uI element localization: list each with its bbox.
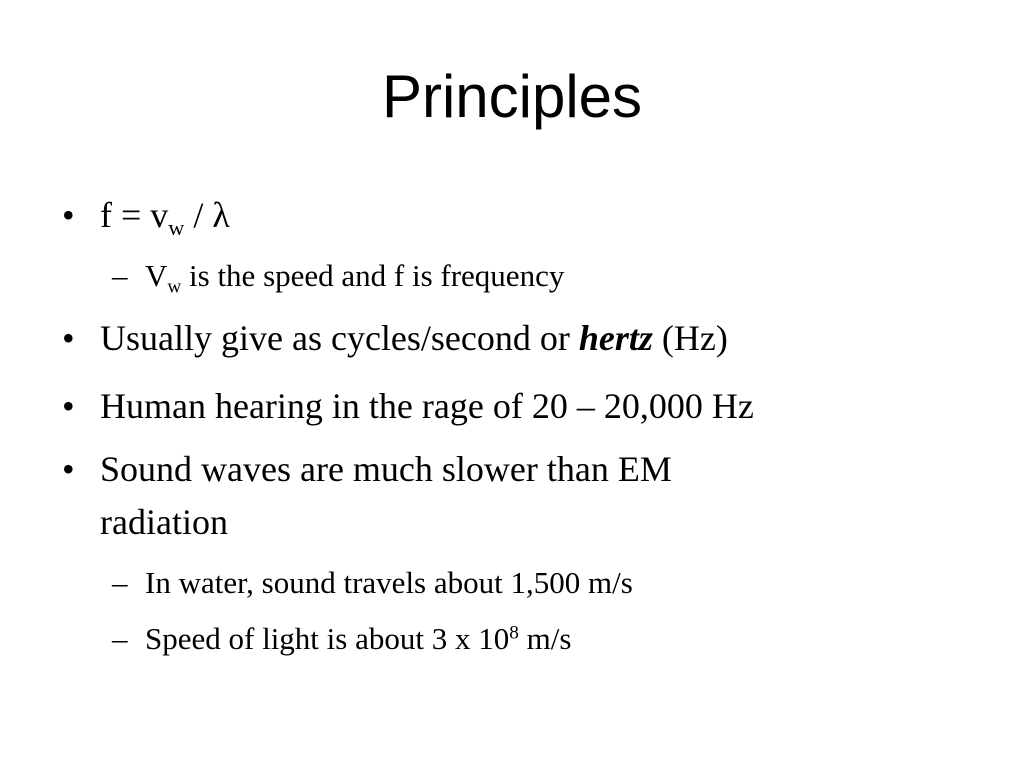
light-speed-pre: Speed of light is about 3 x 10	[145, 621, 510, 656]
dash-marker: –	[112, 621, 128, 656]
vw-description: is the speed and f is frequency	[181, 258, 565, 293]
vw-subscript: w	[167, 276, 182, 298]
sound-waves-line2: radiation	[100, 502, 228, 542]
dash-marker: –	[112, 565, 128, 600]
formula-subscript-w: w	[168, 214, 185, 240]
hertz-pre: Usually give as cycles/second or	[100, 318, 579, 358]
light-speed-post: m/s	[518, 621, 572, 656]
formula-f-equals-v: f = v	[100, 195, 169, 235]
vw-letter: V	[145, 258, 168, 293]
bullet-marker: •	[62, 386, 75, 426]
bullet-marker: •	[62, 449, 75, 489]
subbullet-light-speed	[112, 619, 572, 659]
bullet-sound-waves	[62, 444, 672, 494]
subbullet-speed-frequency	[112, 256, 565, 298]
subbullet-water-speed	[112, 563, 633, 603]
human-hearing-text: Human hearing in the rage of 20 – 20,000 Hz	[100, 386, 754, 426]
hertz-post: (Hz)	[652, 318, 728, 358]
hertz-emphasis: hertz	[578, 318, 653, 358]
bullet-marker: •	[62, 195, 75, 235]
formula-over-lambda: / λ	[184, 195, 230, 235]
slide-title: Principles	[381, 63, 643, 130]
bullet-formula	[62, 190, 230, 240]
light-speed-exponent: 8	[509, 622, 519, 644]
bullet-marker: •	[62, 318, 75, 358]
bullet-sound-waves-continued	[100, 497, 228, 547]
dash-marker: –	[112, 258, 128, 293]
sound-waves-line1: Sound waves are much slower than EM	[100, 449, 672, 489]
water-speed-text: In water, sound travels about 1,500 m/s	[145, 565, 633, 600]
bullet-human-hearing	[62, 381, 754, 431]
bullet-hertz	[62, 313, 728, 363]
